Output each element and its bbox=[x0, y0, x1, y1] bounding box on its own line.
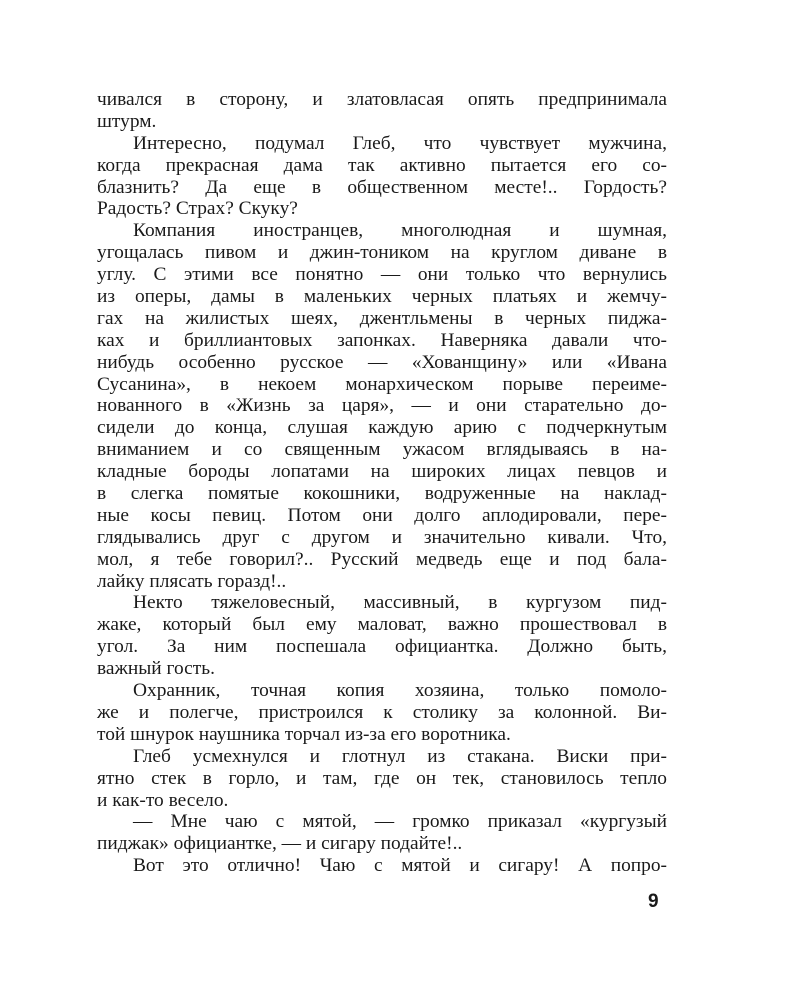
paragraph bbox=[97, 680, 667, 746]
text-line: штурм. bbox=[97, 110, 157, 132]
text-line: Компания иностранцев, многолюдная и шумная, bbox=[133, 220, 667, 242]
text-line: сидели до конца, слушая каждую арию с подчеркнутым bbox=[97, 417, 667, 439]
text-line: Охранник, точная копия хозяина, только помоло- bbox=[133, 680, 667, 702]
paragraph bbox=[97, 811, 667, 855]
paragraph bbox=[97, 89, 667, 133]
text-line: пиджак» официантке, — и сигару подайте!.. bbox=[97, 833, 463, 855]
text-line: Глеб усмехнулся и глотнул из стакана. Виски при- bbox=[133, 745, 667, 767]
text-line: угощалась пивом и джин-тоником на круглом диване в bbox=[97, 242, 667, 264]
text-line: ках и бриллиантовых запонках. Наверняка давали что- bbox=[97, 329, 667, 351]
text-line: ятно стек в горло, и там, где он тек, становилось тепло bbox=[97, 767, 667, 789]
text-line: Вот это отлично! Чаю с мятой и сигару! А попро- bbox=[133, 855, 667, 877]
text-line: ные косы певиц. Потом они долго аплодировали, пере- bbox=[97, 504, 667, 526]
text-line: же и полегче, пристроился к столику за колонной. Ви- bbox=[97, 701, 667, 723]
text-line: Сусанина», в некоем монархическом порыве переиме- bbox=[97, 373, 667, 395]
text-line: из оперы, дамы в маленьких черных платьях и жемчу- bbox=[97, 286, 667, 308]
text-line: кладные бороды лопатами на широких лицах певцов и bbox=[97, 461, 667, 483]
text-line: мол, я тебе говорил?.. Русский медведь еще и под бала- bbox=[97, 548, 667, 570]
text-line: нибудь особенно русское — «Хованщину» или «Ивана bbox=[97, 351, 667, 373]
text-line: вниманием и со священным ужасом вглядываясь в на- bbox=[97, 439, 667, 461]
page-number: 9 bbox=[648, 891, 659, 912]
text-line: чивался в сторону, и златовласая опять предпринимала bbox=[97, 89, 667, 110]
text-line: жаке, который был ему маловат, важно прошествовал в bbox=[97, 614, 667, 636]
text-line: важный гость. bbox=[97, 658, 215, 680]
text-line: углу. С этими все понятно — они только что вернулись bbox=[97, 264, 667, 286]
text-line: в слегка помятые кокошники, водруженные на наклад- bbox=[97, 483, 667, 505]
text-line: лайку плясать горазд!.. bbox=[97, 570, 287, 592]
paragraph bbox=[97, 133, 667, 221]
text-line: нованного в «Жизнь за царя», — и они старательно до- bbox=[97, 395, 667, 417]
text-line: глядывались друг с другом и значительно кивали. Что, bbox=[97, 526, 667, 548]
text-line: когда прекрасная дама так активно пытается его со- bbox=[97, 154, 667, 176]
paragraph bbox=[97, 220, 667, 592]
text-line: той шнурок наушника торчал из-за его воротника. bbox=[97, 723, 511, 745]
text-line: Радость? Страх? Скуку? bbox=[97, 198, 298, 220]
text-line: блазнить? Да еще в общественном месте!.. Гордость? bbox=[97, 176, 667, 198]
paragraph bbox=[97, 592, 667, 680]
text-line: Некто тяжеловесный, массивный, в кургузом пид- bbox=[133, 592, 667, 614]
body-text bbox=[97, 89, 667, 877]
text-line: и как-то весело. bbox=[97, 789, 229, 811]
paragraph bbox=[97, 855, 667, 877]
text-line: гах на жилистых шеях, джентльмены в черных пиджа- bbox=[97, 307, 667, 329]
text-line: — Мне чаю с мятой, — громко приказал «кургузый bbox=[133, 811, 667, 833]
text-line: Интересно, подумал Глеб, что чувствует мужчина, bbox=[133, 132, 667, 154]
text-line: угол. За ним поспешала официантка. Должно быть, bbox=[97, 636, 667, 658]
paragraph bbox=[97, 746, 667, 812]
